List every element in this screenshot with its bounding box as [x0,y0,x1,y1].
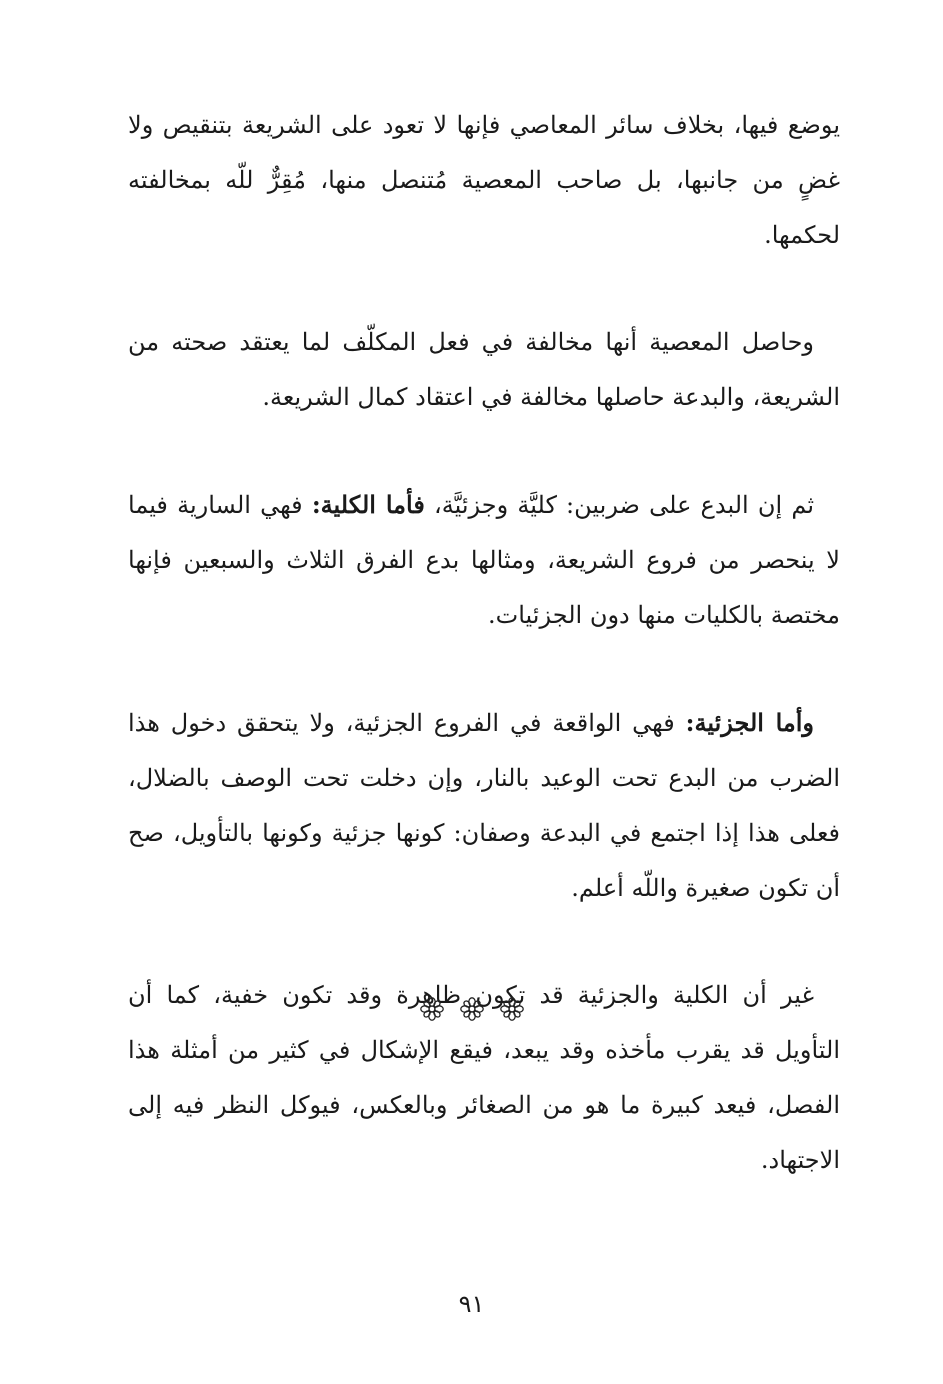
paragraph-3 [128,477,840,643]
paragraph-3-heading-kulliya: فأما الكلية: [311,490,425,519]
paragraph-4-text: فهي الواقعة في الفروع الجزئية، ولا يتحقق دخول هذا الضرب من البدع تحت الوعيد بالنار، وإن دخلت تحت الوصف بالضلال، فعلى هذا إذا اجتمع في البدعة وصفان: كونها جزئية وكونها بالتأويل، صح أن تكون صغيرة واللّه أعلم. [128,709,840,902]
paragraph-1 [128,98,840,263]
body-text [128,98,840,1240]
flower-ornament-icon [419,996,445,1022]
flower-ornament-icon [499,996,525,1022]
paragraph-3-text-b: فهي السارية فيما لا ينحصر من فروع الشريعة، ومثالها بدع الفرق الثلاث والسبعين فإنها مختصة بالكليات منها دون الجزئيات. [128,491,840,629]
flower-ornament-icon [459,996,485,1022]
paragraph-4-heading-juziyya: وأما الجزئية: [685,708,814,737]
paragraph-5-text: غير أن الكلية والجزئية قد تكون ظاهرة وقد تكون خفية، كما أن التأويل قد يقرب مأخذه وقد يبعد، فيقع الإشكال في كثير من أمثلة هذا الفصل، فيعد كبيرة ما هو من الصغائر وبالعكس، فيوكل النظر فيه إلى الاجتهاد. [128,981,840,1174]
paragraph-2-text: وحاصل المعصية أنها مخالفة في فعل المكلّف لما يعتقد صحته من الشريعة، والبدعة حاصلها مخالفة في اعتقاد كمال الشريعة. [128,328,840,411]
section-end-ornaments [0,996,943,1022]
page-number: ٩١ [458,1290,485,1318]
paragraph-4 [128,695,840,916]
paragraph-3-text-a: ثم إن البدع على ضربين: كليَّة وجزئيَّة، [424,491,814,519]
paragraph-2 [128,315,840,425]
paragraph-1-text: يوضع فيها، بخلاف سائر المعاصي فإنها لا تعود على الشريعة بتنقيص ولا غضٍ من جانبها، بل صاحب المعصية مُتنصل منها، مُقِرٌّ للّه بمخالفته لحكمها. [128,111,840,249]
